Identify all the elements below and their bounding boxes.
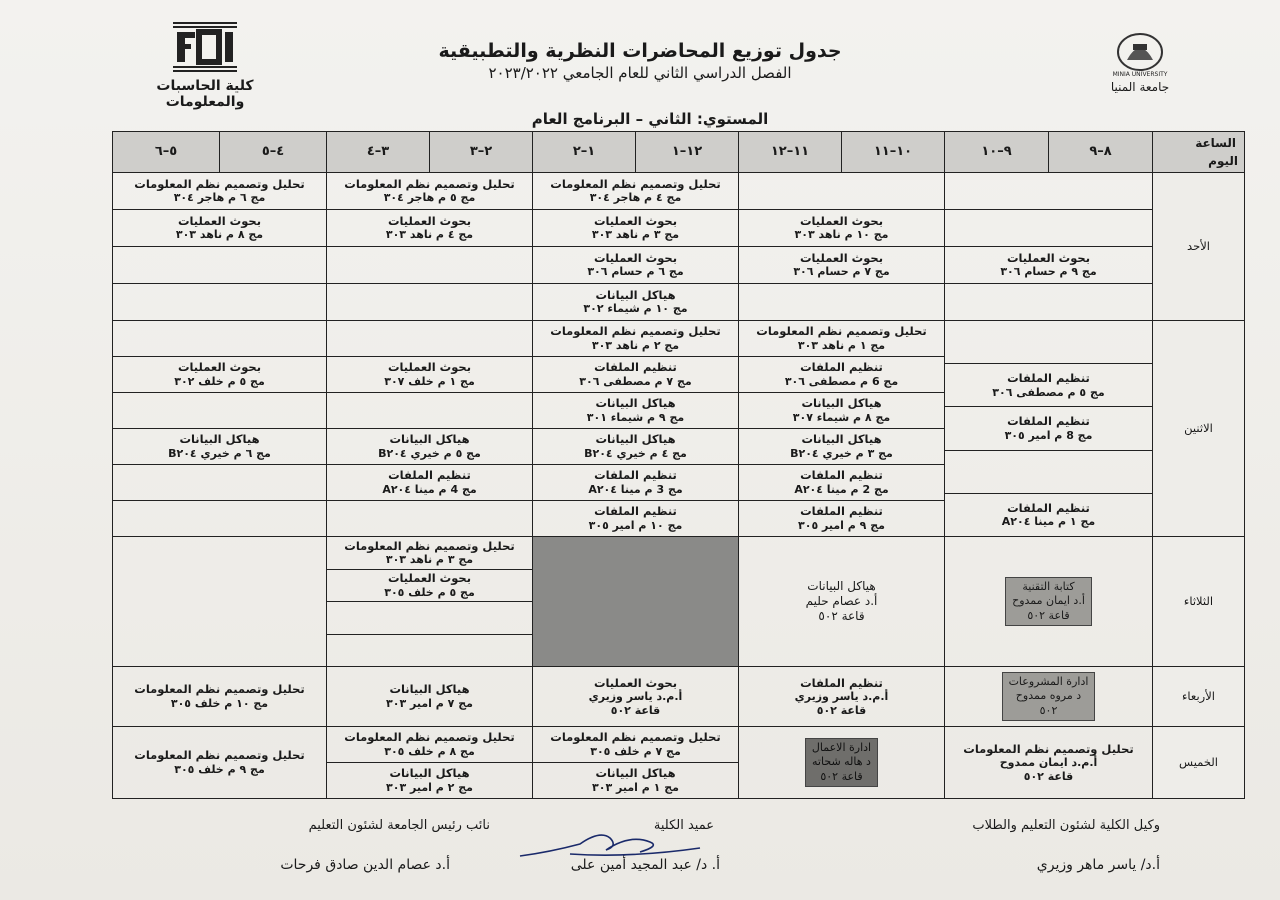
slot-subject: بحوث العمليات — [799, 250, 884, 265]
slot-details: مج ٥ م خلف ٣٠٥ — [384, 585, 475, 599]
slot-subject: تنظيم الملفات — [800, 468, 883, 483]
slot-subject: هياكل البيانات — [595, 396, 676, 411]
slot-details: مج ٥ م خلف ٣٠٢ — [174, 374, 265, 388]
lecture-hall: قاعة ٥٠٢ — [818, 609, 865, 623]
lecture-hall: ٥٠٢ — [1039, 703, 1058, 717]
slot-details: مج ٦ م حسام ٣٠٦ — [587, 265, 684, 279]
section-details: مج ٧ م امير ٣٠٣ — [386, 696, 473, 710]
slot-subject: تحليل وتصميم نظم المعلومات — [550, 324, 721, 339]
slot-details: مج ١٠ م شيماء ٣٠٢ — [583, 302, 688, 316]
schedule-slot — [945, 173, 1152, 210]
wednesday-cell-12-2 — [533, 667, 739, 727]
schedule-slot — [945, 407, 1152, 450]
slot-details: مج ٦ م هاجر ٣٠٤ — [173, 191, 266, 205]
page-subtitle: الفصل الدراسي الثاني للعام الجامعي ٢٠٢٣/٢٠٢٢ — [488, 64, 792, 82]
slot-subject: تحليل وتصميم نظم المعلومات — [344, 730, 515, 745]
day-label: الاثنين — [1153, 321, 1245, 537]
time-slot-header: ٥–٦ — [154, 143, 178, 159]
wednesday-cell-2-4 — [327, 667, 533, 727]
schedule-slot — [113, 173, 326, 210]
schedule-slot — [739, 284, 944, 320]
schedule-slot — [945, 247, 1152, 284]
signatory-name: أ. د/ عبد المجيد أمين على — [570, 857, 720, 873]
signatory-title: نائب رئيس الجامعة لشئون التعليم — [308, 818, 490, 833]
time-slot-header: ١–٢ — [572, 143, 596, 159]
slot-subject: بحوث العمليات — [593, 213, 678, 228]
university-logo — [1090, 30, 1190, 94]
slot-details: مج ٩ م حسام ٣٠٦ — [1000, 265, 1097, 279]
schedule-table — [112, 131, 1245, 799]
slot-subject: تنظيم الملفات — [800, 504, 883, 519]
slot-details: مج ٢ م امير ٣٠٣ — [386, 780, 473, 794]
day-row-thursday — [113, 727, 1245, 799]
shaded-lecture-box — [805, 738, 878, 787]
slot-subject: بحوث العمليات — [387, 571, 472, 586]
schedule-slot — [327, 537, 532, 570]
slot-details: مج ٧ م حسام ٣٠٦ — [793, 265, 890, 279]
time-pair-2 — [739, 132, 945, 173]
slot-subject: بحوث العمليات — [387, 213, 472, 228]
slot-subject: هياكل البيانات — [595, 766, 676, 781]
monday-cell-2-4 — [327, 321, 533, 537]
schedule-slot — [533, 357, 738, 393]
faculty-name: كلية الحاسبات والمعلومات — [156, 78, 254, 110]
schedule-slot — [327, 210, 532, 247]
slot-subject: بحوث العمليات — [387, 360, 472, 375]
schedule-slot — [327, 429, 532, 465]
day-row-sunday — [113, 173, 1245, 321]
tuesday-cell-10-12 — [739, 537, 945, 667]
slot-details: مج ٣ م ناهد ٣٠٣ — [591, 228, 680, 242]
slot-subject: تنظيم الملفات — [594, 504, 677, 519]
wednesday-cell-10-12 — [739, 667, 945, 727]
slot-details: مج ١٠ م ناهد ٣٠٣ — [794, 228, 889, 242]
schedule-slot — [113, 357, 326, 393]
slot-subject: تنظيم الملفات — [1007, 371, 1090, 386]
schedule-slot — [945, 364, 1152, 407]
monday-cell-8-10 — [945, 321, 1153, 537]
schedule-slot — [327, 602, 532, 635]
signatory-name: أ.د/ ياسر ماهر وزيري — [1036, 857, 1160, 873]
slot-subject: هياكل البيانات — [801, 396, 882, 411]
lecture-hall: قاعة ٥٠٢ — [1027, 608, 1070, 622]
time-slot-header: ١١–١٢ — [770, 143, 810, 159]
slot-details: مج 3 م مينا A٢٠٤ — [588, 482, 683, 496]
level-label: المستوي: الثاني – البرنامج العام — [531, 110, 769, 128]
schedule-slot — [113, 429, 326, 465]
slot-subject: تنظيم الملفات — [1007, 414, 1090, 429]
time-pair-3 — [533, 132, 739, 173]
slot-details: مج ٩ م امير ٣٠٥ — [798, 518, 885, 532]
slot-details: مج ١ م امير ٣٠٣ — [592, 780, 679, 794]
lecture-subject: هياكل البيانات — [807, 579, 876, 593]
lecture-subject: تحليل وتصميم نظم المعلومات — [963, 741, 1134, 756]
monday-cell-10-12 — [739, 321, 945, 537]
slot-details: مج ١ م ناهد ٣٠٣ — [797, 338, 886, 352]
slot-details: مج 2 م مينا A٢٠٤ — [794, 482, 889, 496]
section-subject: هياكل البيانات — [389, 682, 470, 697]
lecture-professor: أ.م.د ايمان ممدوح — [999, 755, 1098, 769]
schedule-slot — [327, 284, 532, 320]
slot-subject: بحوث العمليات — [177, 360, 262, 375]
slot-details: مج ٨ م خلف ٣٠٥ — [384, 744, 475, 758]
tuesday-cell-8-10 — [945, 537, 1153, 667]
header-row — [113, 132, 1245, 173]
schedule-slot — [533, 393, 738, 429]
slot-subject: هياكل البيانات — [801, 432, 882, 447]
lecture-hall: قاعة ٥٠٢ — [820, 769, 863, 783]
schedule-slot — [739, 429, 944, 465]
slot-subject: هياكل البيانات — [595, 432, 676, 447]
wednesday-cell-8-10 — [945, 667, 1153, 727]
slot-details: مج ٥ م مصطفى ٣٠٦ — [992, 385, 1105, 399]
signature-vice-president — [190, 818, 490, 873]
slot-details: مج 4 م مينا A٢٠٤ — [382, 482, 477, 496]
slot-details: مج ٢ م ناهد ٣٠٣ — [591, 338, 680, 352]
schedule-slot — [533, 247, 738, 284]
sunday-cell-8-10 — [945, 173, 1153, 321]
schedule-slot — [739, 247, 944, 284]
schedule-slot — [327, 763, 532, 798]
minia-university-logo-icon — [1109, 30, 1171, 78]
slot-subject: بحوث العمليات — [593, 250, 678, 265]
lecture-professor: أ.م.د ياسر وزيري — [588, 689, 683, 703]
slot-subject: تحليل وتصميم نظم المعلومات — [550, 730, 721, 745]
slot-details: مج ٣ م ناهد ٣٠٣ — [385, 553, 474, 567]
lecture-hall: قاعة ٥٠٢ — [610, 703, 661, 717]
header-block — [430, 40, 850, 82]
wednesday-cell-4-6 — [113, 667, 327, 727]
schedule-slot — [533, 465, 738, 501]
slot-details: مج ١ م خلف ٣٠٧ — [384, 374, 475, 388]
slot-subject: تنظيم الملفات — [800, 360, 883, 375]
slot-subject: تحليل وتصميم نظم المعلومات — [550, 176, 721, 191]
day-row-wednesday — [113, 667, 1245, 727]
slot-details: مج ٨ م ناهد ٣٠٣ — [175, 228, 264, 242]
day-label: الأحد — [1153, 173, 1245, 321]
schedule-slot — [327, 465, 532, 501]
schedule-slot — [533, 429, 738, 465]
schedule-slot — [113, 210, 326, 247]
slot-details: مج ٧ م خلف ٣٠٥ — [590, 744, 681, 758]
lecture-subject: تنظيم الملفات — [800, 675, 883, 690]
section-subject: تحليل وتصميم نظم المعلومات — [134, 748, 305, 763]
slot-details: مج ٧ م مصطفى ٣٠٦ — [579, 374, 692, 388]
lecture-subject: كتابة التقنية — [1022, 580, 1075, 594]
section-subject: تحليل وتصميم نظم المعلومات — [134, 682, 305, 697]
schedule-slot — [113, 465, 326, 501]
shaded-lecture-box — [1002, 672, 1096, 721]
schedule-slot — [739, 393, 944, 429]
schedule-slot — [113, 501, 326, 536]
schedule-slot — [113, 247, 326, 284]
monday-cell-4-6 — [113, 321, 327, 537]
fci-logo-icon — [171, 20, 239, 76]
slot-subject: تحليل وتصميم نظم المعلومات — [756, 324, 927, 339]
lecture-hall: قاعة ٥٠٢ — [1023, 769, 1074, 783]
schedule-slot — [739, 465, 944, 501]
slot-subject: تحليل وتصميم نظم المعلومات — [344, 176, 515, 191]
slot-details: مج ٤ م خيري B٢٠٤ — [584, 446, 687, 460]
lecture-professor: أ.د عصام حليم — [805, 594, 878, 608]
slot-subject: تنظيم الملفات — [388, 468, 471, 483]
section-details: مج ١٠ م خلف ٣٠٥ — [170, 696, 269, 710]
schedule-slot — [945, 451, 1152, 494]
slot-subject: بحوث العمليات — [1006, 250, 1091, 265]
schedule-slot — [533, 727, 738, 763]
schedule-slot — [533, 321, 738, 357]
sunday-cell-4-6 — [113, 173, 327, 321]
corner-day-label: اليوم — [1208, 154, 1238, 168]
thursday-cell-12-2 — [533, 727, 739, 799]
schedule-slot — [739, 173, 944, 210]
schedule-slot — [327, 635, 532, 667]
lecture-subject: بحوث العمليات — [593, 675, 678, 690]
schedule-slot — [533, 173, 738, 210]
time-pair-4 — [327, 132, 533, 173]
lecture-professor: أ.م.د ياسر وزيري — [794, 689, 889, 703]
slot-details: مج ٨ م شيماء ٣٠٧ — [792, 410, 891, 424]
faculty-logo — [125, 20, 285, 110]
lecture-professor: أ.د ايمان ممدوح — [1012, 594, 1085, 608]
day-row-tuesday — [113, 537, 1245, 667]
time-slot-header: ٣–٤ — [366, 143, 390, 159]
tuesday-cell-4-6 — [113, 537, 327, 667]
time-slot-header: ٩–١٠ — [981, 143, 1012, 159]
lecture-subject: ادارة الاعمال — [811, 741, 872, 755]
schedule-slot — [113, 321, 326, 357]
signatory-title: عميد الكلية — [653, 818, 714, 833]
sunday-cell-12-2 — [533, 173, 739, 321]
slot-details: مج ٦ م خيري B٢٠٤ — [168, 446, 271, 460]
slot-subject: بحوث العمليات — [799, 213, 884, 228]
schedule-slot — [945, 321, 1152, 364]
logo-caption: MINIA UNIVERSITY — [1112, 71, 1168, 78]
thursday-cell-4-6 — [113, 727, 327, 799]
slot-details: مج ٥ م هاجر ٣٠٤ — [383, 191, 476, 205]
schedule-slot — [327, 357, 532, 393]
slot-subject: تنظيم الملفات — [594, 360, 677, 375]
day-label: الأربعاء — [1153, 667, 1245, 727]
schedule-slot — [327, 247, 532, 284]
schedule-slot — [533, 763, 738, 798]
schedule-slot — [327, 727, 532, 763]
schedule-slot — [739, 357, 944, 393]
thursday-cell-10-12 — [739, 727, 945, 799]
schedule-slot — [327, 501, 532, 536]
thursday-cell-8-10 — [945, 727, 1153, 799]
schedule-slot — [113, 393, 326, 429]
schedule-slot — [533, 210, 738, 247]
slot-subject: بحوث العمليات — [177, 213, 262, 228]
schedule-slot — [327, 321, 532, 357]
slot-subject: تنظيم الملفات — [594, 468, 677, 483]
schedule-slot — [739, 321, 944, 357]
university-name: جامعة المنيا — [1110, 80, 1170, 94]
signature-vice-dean — [930, 818, 1160, 873]
slot-subject: تحليل وتصميم نظم المعلومات — [344, 538, 515, 553]
tuesday-cell-2-4 — [327, 537, 533, 667]
lecture-professor: د هاله شحاته — [812, 755, 871, 769]
signature-dean — [520, 818, 720, 873]
time-slot-header: ٤–٥ — [219, 132, 326, 172]
schedule-slot — [533, 501, 738, 536]
schedule-slot — [945, 210, 1152, 247]
time-pair-1 — [945, 132, 1153, 173]
time-slot-header: ٨–٩ — [1048, 132, 1152, 172]
slot-subject: تنظيم الملفات — [1007, 500, 1090, 515]
slot-details: مج ٩ م شيماء ٣٠١ — [586, 410, 685, 424]
slot-subject: هياكل البيانات — [389, 432, 470, 447]
schedule-slot — [327, 570, 532, 603]
day-row-monday — [113, 321, 1245, 537]
schedule-slot — [739, 210, 944, 247]
slot-details: مج ٣ م خيري B٢٠٤ — [790, 446, 893, 460]
signatory-name: أ.د عصام الدين صادق فرحات — [280, 857, 450, 873]
slot-details: مج 6 م مصطفى ٣٠٦ — [784, 374, 899, 388]
schedule-slot — [739, 501, 944, 536]
handwritten-signature-icon — [510, 824, 710, 864]
time-pair-5 — [113, 132, 327, 173]
slot-details: مج ٥ م خيري B٢٠٤ — [378, 446, 481, 460]
time-slot-header: ١٠–١١ — [841, 132, 944, 172]
shaded-lecture-box — [1005, 577, 1092, 626]
slot-details: مج ١٠ م امير ٣٠٥ — [588, 518, 683, 532]
slot-details: مج ٤ م ناهد ٣٠٣ — [385, 228, 474, 242]
schedule-slot — [327, 173, 532, 210]
day-label: الثلاثاء — [1153, 537, 1245, 667]
lecture-subject: ادارة المشروعات — [1008, 675, 1089, 689]
schedule-slot — [533, 284, 738, 320]
page-title: جدول توزيع المحاضرات النظرية والتطبيقية — [438, 40, 842, 62]
lecture-hall: قاعة ٥٠٢ — [816, 703, 867, 717]
signatory-title: وكيل الكلية لشئون التعليم والطلاب — [972, 818, 1160, 833]
schedule-slot — [113, 284, 326, 320]
section-details: مج ٩ م خلف ٣٠٥ — [174, 762, 265, 776]
sunday-cell-10-12 — [739, 173, 945, 321]
schedule-slot — [327, 393, 532, 429]
tuesday-cell-12-2 — [533, 537, 739, 667]
slot-subject: تحليل وتصميم نظم المعلومات — [134, 176, 305, 191]
day-label: الخميس — [1153, 727, 1245, 799]
slot-subject: هياكل البيانات — [389, 766, 470, 781]
lecture-professor: د مروه ممدوح — [1015, 689, 1082, 703]
slot-details: مج ١ م مينا A٢٠٤ — [1001, 515, 1096, 529]
slot-subject: هياكل البيانات — [179, 432, 260, 447]
time-slot-header: ٢–٣ — [429, 132, 532, 172]
slot-subject: هياكل البيانات — [595, 287, 676, 302]
time-slot-header: ١٢–١ — [635, 132, 738, 172]
thursday-cell-2-4 — [327, 727, 533, 799]
slot-details: مج ٤ م هاجر ٣٠٤ — [589, 191, 682, 205]
slot-details: مج 8 م امير ٣٠٥ — [1004, 428, 1093, 442]
corner-cell — [1153, 132, 1245, 173]
sunday-cell-2-4 — [327, 173, 533, 321]
schedule-slot — [945, 284, 1152, 320]
monday-cell-12-2 — [533, 321, 739, 537]
schedule-slot — [945, 494, 1152, 536]
corner-time-label: الساعة — [1195, 136, 1236, 150]
blocked-period — [533, 537, 738, 666]
